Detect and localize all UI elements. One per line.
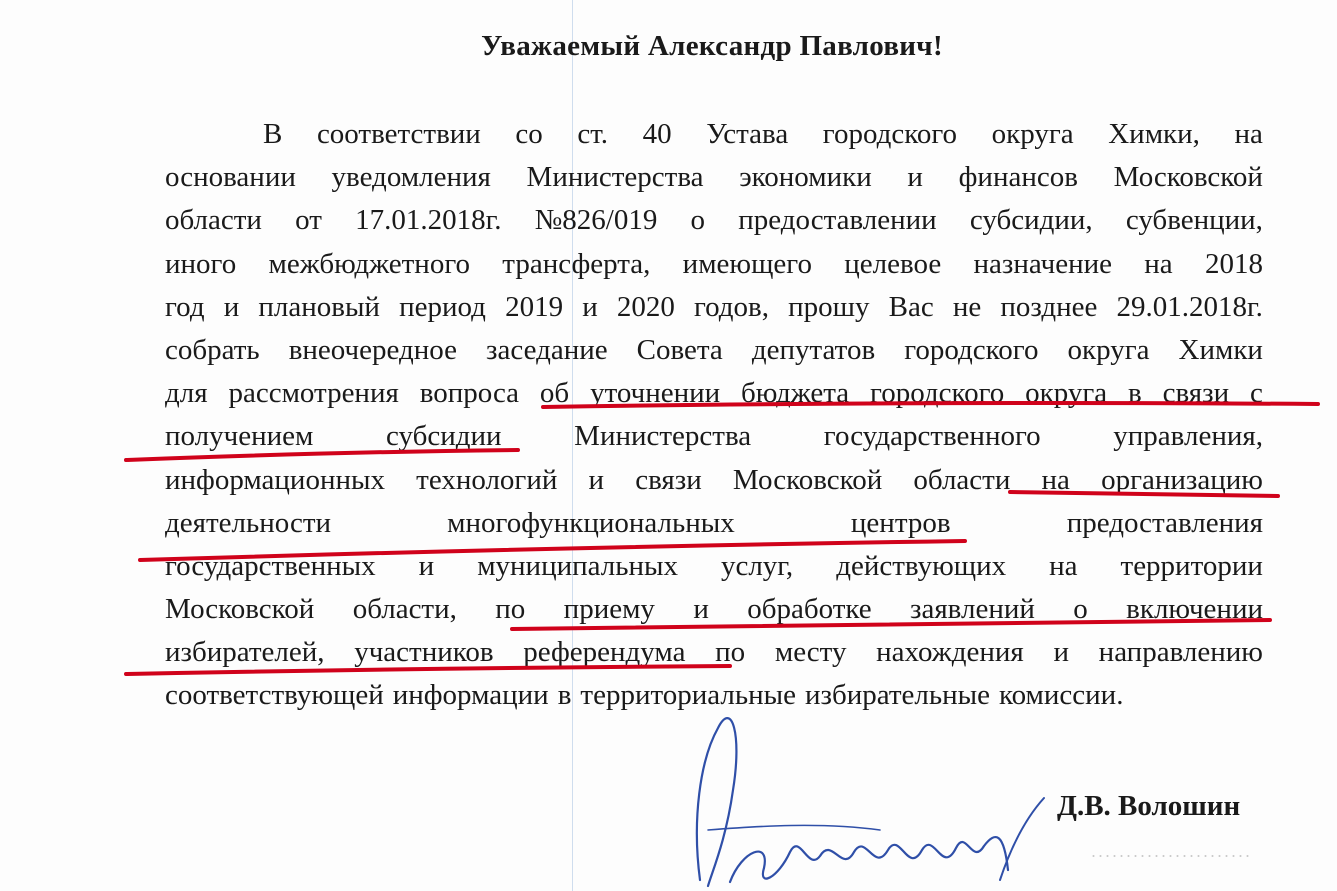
letter-word: управления, xyxy=(1113,420,1263,453)
letter-word: в xyxy=(1128,377,1142,410)
letter-word: 2020 xyxy=(616,290,675,323)
letter-word: плановый xyxy=(258,290,380,323)
letter-word: годов, xyxy=(693,290,770,323)
letter-word: соответствующей xyxy=(165,679,384,712)
letter-word: участников xyxy=(354,636,494,669)
letter-word: услуг, xyxy=(720,549,794,582)
letter-word: действующих xyxy=(836,549,1007,582)
letter-word: в xyxy=(557,679,572,712)
letter-word: назначение xyxy=(973,247,1112,280)
letter-word: по xyxy=(495,593,526,626)
letter-word: о xyxy=(1073,593,1088,626)
letter-word: приему xyxy=(563,593,655,626)
letter-word: Министерства xyxy=(574,420,752,453)
letter-word: на xyxy=(1041,463,1070,496)
letter-word: месту xyxy=(774,636,847,669)
letter-word: округа xyxy=(1025,377,1108,410)
letter-word: субсидии xyxy=(385,420,502,453)
letter-line xyxy=(165,415,1263,458)
letter-word: территории xyxy=(1120,549,1263,582)
letter-word: не xyxy=(952,290,982,323)
letter-word: целевое xyxy=(844,247,942,280)
letter-word: об xyxy=(539,377,570,410)
letter-line xyxy=(165,459,1263,502)
letter-word: ст. xyxy=(577,118,608,150)
letter-word: области xyxy=(913,463,1011,496)
letter-greeting: Уважаемый Александр Павлович! xyxy=(481,30,943,62)
letter-word: округа xyxy=(1067,333,1150,366)
letter-word: городского xyxy=(870,377,1005,410)
letter-word: и xyxy=(907,161,923,194)
letter-word: 2019 xyxy=(505,290,564,323)
letter-word: межбюджетного xyxy=(268,247,470,280)
letter-word: области xyxy=(165,204,262,237)
letter-word: внеочередное xyxy=(288,333,457,366)
letter-word: территориальные xyxy=(580,679,796,712)
letter-word: получением xyxy=(165,420,314,453)
letter-word: технологий xyxy=(416,463,558,496)
letter-word: Совета xyxy=(636,333,723,366)
letter-word: трансферта, xyxy=(502,247,651,280)
letter-word: Химки xyxy=(1178,333,1263,366)
letter-line xyxy=(165,545,1263,588)
letter-word: Московской xyxy=(165,593,315,626)
letter-word: основании xyxy=(165,161,296,194)
letter-word: на xyxy=(1234,118,1263,150)
letter-word: информации xyxy=(392,679,549,712)
letter-word: направлению xyxy=(1098,636,1263,669)
letter-word: государственных xyxy=(165,549,376,582)
letter-word: период xyxy=(399,290,486,323)
letter-word: на xyxy=(1144,247,1173,280)
letter-word: собрать xyxy=(165,333,260,366)
letter-word: соответствии xyxy=(316,118,481,150)
letter-word: с xyxy=(1249,377,1263,410)
letter-word: №826/019 xyxy=(534,204,658,237)
letter-word: заявлений xyxy=(910,593,1035,626)
letter-word: Министерства xyxy=(526,161,704,194)
letter-word: и xyxy=(418,549,435,582)
letter-word: о xyxy=(690,204,706,237)
letter-word: бюджета xyxy=(741,377,850,410)
letter-word: прошу xyxy=(788,290,870,323)
letter-line xyxy=(165,674,1263,717)
letter-line xyxy=(165,113,1263,156)
letter-word: муниципальных xyxy=(477,549,678,582)
letter-word: заседание xyxy=(486,333,608,366)
letter-word: уведомления xyxy=(331,161,491,194)
letter-body xyxy=(165,113,1263,718)
letter-word: В xyxy=(263,118,283,150)
letter-word: иного xyxy=(165,247,237,280)
letter-word: избирателей, xyxy=(165,636,325,669)
signer-name: Д.В. Волошин xyxy=(1057,790,1241,822)
letter-line xyxy=(165,502,1263,545)
letter-word: экономики xyxy=(739,161,872,194)
letter-word: финансов xyxy=(958,161,1078,194)
letter-word: предоставления xyxy=(1066,506,1263,539)
letter-line xyxy=(165,329,1263,372)
letter-word: городского xyxy=(822,118,958,150)
letter-line xyxy=(165,156,1263,199)
letter-word: Химки, xyxy=(1108,118,1200,150)
letter-word: городского xyxy=(904,333,1039,366)
letter-word: 40 xyxy=(642,118,672,150)
letter-word: и xyxy=(1053,636,1069,669)
letter-word: центров xyxy=(850,506,951,539)
letter-line xyxy=(165,588,1263,631)
scan-noise xyxy=(1090,852,1250,860)
letter-word: комиссии. xyxy=(998,679,1124,712)
letter-word: государственного xyxy=(823,420,1041,453)
letter-line xyxy=(165,372,1263,415)
letter-word: Московской xyxy=(1113,161,1263,194)
letter-word: округа xyxy=(991,118,1074,150)
letter-word: от xyxy=(295,204,322,237)
letter-word: деятельности xyxy=(165,506,332,539)
letter-word: уточнении xyxy=(590,377,721,410)
letter-word: многофункциональных xyxy=(447,506,735,539)
letter-word: избирательные xyxy=(804,679,990,712)
letter-word: референдума xyxy=(523,636,686,669)
letter-word: имеющего xyxy=(682,247,812,280)
letter-word: на xyxy=(1049,549,1078,582)
letter-word: для xyxy=(165,377,208,410)
letter-word: и xyxy=(588,463,605,496)
letter-word: организацию xyxy=(1101,463,1263,496)
letter-line xyxy=(165,631,1263,674)
letter-word: связи xyxy=(635,463,702,496)
letter-word: нахождения xyxy=(876,636,1024,669)
letter-line xyxy=(165,286,1263,329)
letter-word: 2018 xyxy=(1204,247,1263,280)
letter-word: 29.01.2018г. xyxy=(1116,290,1263,323)
letter-word: вопроса xyxy=(419,377,520,410)
letter-word: связи xyxy=(1162,377,1230,410)
letter-word: Устава xyxy=(706,118,789,150)
letter-word: со xyxy=(515,118,543,150)
letter-word: обработке xyxy=(747,593,872,626)
letter-word: позднее xyxy=(1000,290,1098,323)
letter-word: и xyxy=(582,290,598,323)
letter-word: предоставлении xyxy=(738,204,937,237)
letter-word: год xyxy=(165,290,205,323)
letter-word: по xyxy=(715,636,746,669)
letter-line xyxy=(165,199,1263,242)
letter-word: депутатов xyxy=(751,333,876,366)
letter-word: области, xyxy=(352,593,457,626)
letter-word: включении xyxy=(1126,593,1263,626)
letter-word: Московской xyxy=(732,463,883,496)
letter-word: рассмотрения xyxy=(228,377,399,410)
letter-word: и xyxy=(693,593,709,626)
letter-word: 17.01.2018г. xyxy=(355,204,502,237)
letter-word: Вас xyxy=(888,290,934,323)
letter-word: и xyxy=(223,290,240,323)
letter-line xyxy=(165,243,1263,286)
letter-word: субсидии, xyxy=(969,204,1093,237)
letter-word: субвенции, xyxy=(1125,204,1263,237)
letter-word: информационных xyxy=(165,463,385,496)
